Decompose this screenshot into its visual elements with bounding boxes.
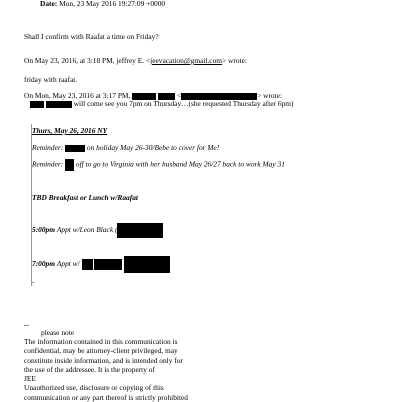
appointment-2-text: Appt w/ — [56, 259, 80, 269]
reminder-1-label: Reminder: — [32, 143, 64, 152]
reminder-2-label: Reminder: — [32, 159, 64, 169]
signature-dash: -- — [24, 320, 29, 329]
disclaimer-line: the use of the addressee. It is the property of — [24, 364, 155, 374]
legal-disclaimer — [24, 337, 188, 402]
date-label: Date: — [40, 0, 58, 8]
quote1-body: friday with raafat. — [24, 75, 78, 84]
quote2-attribution-lt: < — [176, 91, 182, 100]
appointment-2 — [32, 256, 170, 273]
appointment-1-text: Appt w/Leon Black ( — [56, 225, 118, 235]
please-note: please note — [41, 328, 75, 337]
message-body: Shall I confirm with Raafat a time on Friday? — [24, 32, 159, 41]
redaction-box — [117, 223, 163, 238]
quote2-line2-text: will come see you 7pm on Thursday…(she requested Thursday after 6pm) — [73, 99, 294, 108]
disclaimer-line: The information contained in this communication is — [24, 337, 178, 346]
disclaimer-line: confidential, may be attorney-client privileged, may — [24, 346, 178, 356]
disclaimer-line: JEE — [24, 374, 36, 383]
disclaimer-line: communication or any part thereof is strictly prohibited — [24, 392, 188, 402]
redaction-box — [82, 259, 93, 270]
reminder-1-text: on holiday May 26-30/Bebe to cover for Me! — [86, 143, 220, 152]
appointment-1 — [32, 223, 163, 238]
reminder-1 — [32, 143, 219, 152]
appointment-1-time: 5:00pm — [32, 225, 55, 235]
tbd-item: TBD Breakfast or Lunch w/Raafat — [32, 193, 138, 202]
reminder-2 — [32, 159, 285, 171]
quote1-attribution-prefix: On May 23, 2016, at 3:18 PM, jeffrey E. < — [24, 56, 151, 65]
date-value: Mon, 23 May 2016 19:27:09 +0000 — [59, 0, 166, 8]
redaction-box — [30, 101, 44, 108]
redaction-box — [124, 256, 170, 273]
redaction-box — [65, 159, 74, 171]
quote2-attribution-suffix: > wrote: — [257, 91, 283, 100]
quote1-attribution-suffix: > wrote: — [222, 56, 247, 65]
email-date-header — [40, 0, 165, 8]
redaction-box — [46, 101, 72, 108]
disclaimer-line: Unauthorized use, disclosure or copying of this — [24, 383, 164, 393]
quote2-line2 — [30, 99, 293, 108]
quote2-attribution-prefix: On Mon, May 23, 2016 at 3:17 PM, — [24, 91, 131, 100]
reminder-2-text: off to go to Virginia with her husband May 26/27 back to work May 31 — [75, 159, 285, 169]
schedule-dash: - — [32, 277, 35, 286]
redaction-box — [94, 259, 122, 270]
quote1-email-link[interactable]: jeevacation@gmail.com — [150, 56, 223, 65]
redaction-box — [65, 145, 85, 152]
quote1-attribution — [24, 56, 247, 65]
schedule-date-heading: Thurs, May 26, 2016 NY — [32, 126, 108, 135]
disclaimer-line: constitute inside information, and is intended only for — [24, 355, 183, 365]
appointment-2-time: 7:00pm — [32, 259, 55, 269]
